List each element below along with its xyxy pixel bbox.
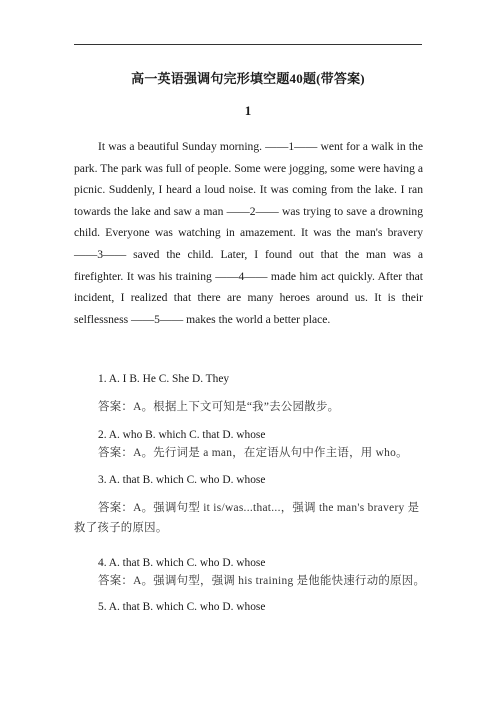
answer-1: 答案：A。根据上下文可知是“我”去公园散步。	[98, 401, 340, 413]
header-rule	[74, 44, 422, 45]
question-2: 2. A. who B. which C. that D. whose	[98, 429, 266, 441]
question-5: 5. A. that B. which C. who D. whose	[98, 601, 266, 613]
section-number: 1	[244, 103, 252, 118]
question-1: 1. A. I B. He C. She D. They	[98, 373, 230, 385]
answer-4: 答案：A。强调句型，强调 his training 是他能快速行动的原因。	[98, 575, 426, 587]
document-title: 高一英语强调句完形填空题40题(带答案)	[131, 71, 365, 86]
answer-3: 答案：A。强调句型 it is/was...that...，强调 the man's bravery 是救了孩子的原因。	[74, 502, 420, 534]
question-3: 3. A. that B. which C. who D. whose	[98, 474, 266, 486]
question-4: 4. A. that B. which C. who D. whose	[98, 557, 266, 569]
answer-2: 答案：A。先行词是 a man，在定语从句中作主语，用 who。	[98, 447, 408, 459]
cloze-passage: It was a beautiful Sunday morning. ——1—— went for a walk in the park. The park was full of people. Some were jogging, some were having a picnic. Suddenly, I heard a loud noise. It was coming from the lake. I ran towards the lake and saw a man ——2—— was trying to save a drowning child. Everyone was watching in amazement. It was the man's bravery ——3—— saved the child. Later, I found out that the man was a firefighter. It was his training ——4—— made him act quickly. After that incident, I realized that there are many heroes around us. It is their selflessness ——5—— makes the world a better place.	[74, 140, 423, 326]
